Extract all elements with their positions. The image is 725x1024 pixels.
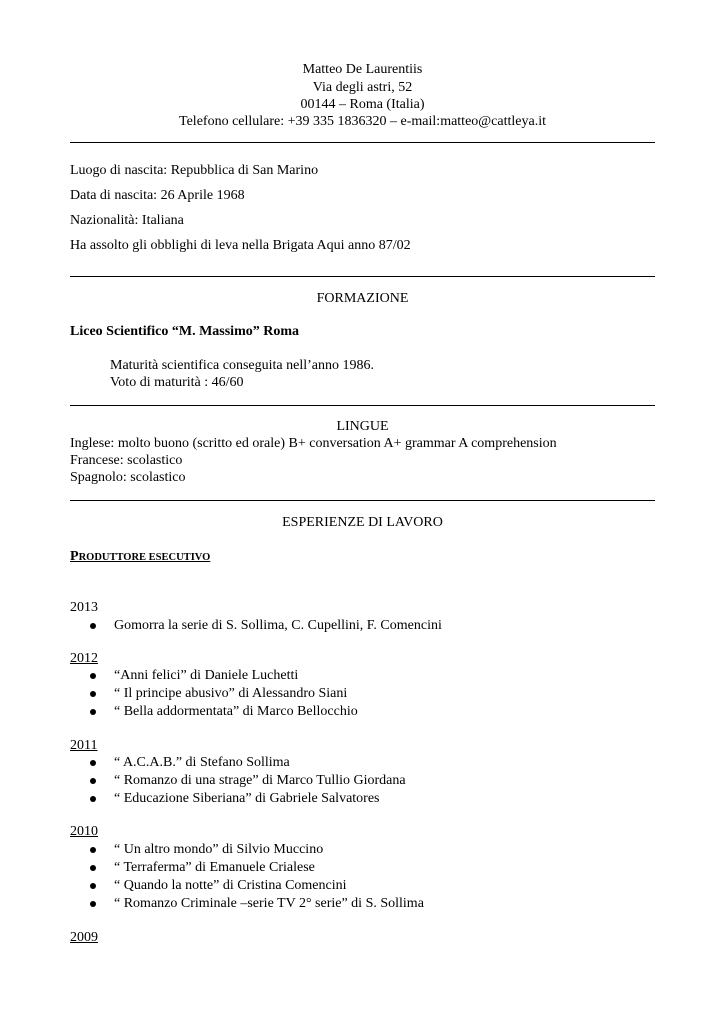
divider [70, 276, 655, 277]
birthdate: Data di nascita: 26 Aprile 1968 [70, 188, 245, 203]
bullet-icon [90, 847, 96, 853]
year-label: 2011 [70, 738, 98, 753]
school-name: Liceo Scientifico “M. Massimo” Roma [70, 324, 300, 339]
bullet-icon [90, 673, 96, 679]
production-title: “Anni felici” di Daniele Luchetti [114, 668, 299, 683]
section-heading-lingue: LINGUE [336, 419, 389, 434]
production-title: “ Romanzo di una strage” di Marco Tullio Giordana [114, 773, 406, 788]
section-heading-esperienze: ESPERIENZE DI LAVORO [282, 515, 443, 530]
diploma-grade: Voto di maturità : 46/60 [110, 375, 244, 390]
divider [70, 500, 655, 501]
birthplace: Luogo di nascita: Repubblica di San Marino [70, 163, 319, 178]
production-title: “ Romanzo Criminale –serie TV 2° serie” di S. Sollima [114, 896, 424, 911]
bullet-icon [90, 865, 96, 871]
year-label: 2013 [70, 600, 98, 615]
nationality: Nazionalità: Italiana [70, 213, 184, 228]
bullet-icon [90, 883, 96, 889]
production-title: “ Quando la notte” di Cristina Comencini [114, 878, 347, 893]
diploma-line: Maturità scientifica conseguita nell’anno 1986. [110, 358, 374, 373]
production-title: “ A.C.A.B.” di Stefano Sollima [114, 755, 290, 770]
bullet-icon [90, 709, 96, 715]
divider [70, 142, 655, 143]
header-contact: Telefono cellulare: +39 335 1836320 – e-mail:matteo@cattleya.it [179, 114, 546, 129]
production-title: “ Terraferma” di Emanuele Crialese [114, 860, 315, 875]
bullet-icon [90, 796, 96, 802]
bullet-icon [90, 901, 96, 907]
language-french: Francese: scolastico [70, 453, 183, 468]
production-title: Gomorra la serie di S. Sollima, C. Cupellini, F. Comencini [114, 618, 442, 633]
role-title-initial: P [70, 549, 79, 564]
year-label: 2010 [70, 824, 98, 839]
bullet-icon [90, 691, 96, 697]
header-address: Via degli astri, 52 [312, 80, 413, 95]
language-english: Inglese: molto buono (scritto ed orale) B+ conversation A+ grammar A comprehension [70, 436, 557, 451]
header-name: Matteo De Laurentiis [302, 62, 423, 77]
production-title: “ Bella addormentata” di Marco Bellocchio [114, 704, 358, 719]
role-title-rest: RODUTTORE ESECUTIVO [78, 552, 211, 563]
production-title: “ Il principe abusivo” di Alessandro Siani [114, 686, 348, 701]
role-title [70, 548, 210, 567]
military-service: Ha assolto gli obblighi di leva nella Brigata Aqui anno 87/02 [70, 238, 411, 253]
year-label: 2009 [70, 930, 98, 945]
bullet-icon [90, 760, 96, 766]
bullet-icon [90, 623, 96, 629]
year-label: 2012 [70, 651, 98, 666]
production-title: “ Un altro mondo” di Silvio Muccino [114, 842, 324, 857]
header-city: 00144 – Roma (Italia) [300, 97, 425, 112]
section-heading-formazione: FORMAZIONE [316, 291, 409, 306]
language-spanish: Spagnolo: scolastico [70, 470, 186, 485]
production-title: “ Educazione Siberiana” di Gabriele Salvatores [114, 791, 380, 806]
bullet-icon [90, 778, 96, 784]
divider [70, 405, 655, 406]
